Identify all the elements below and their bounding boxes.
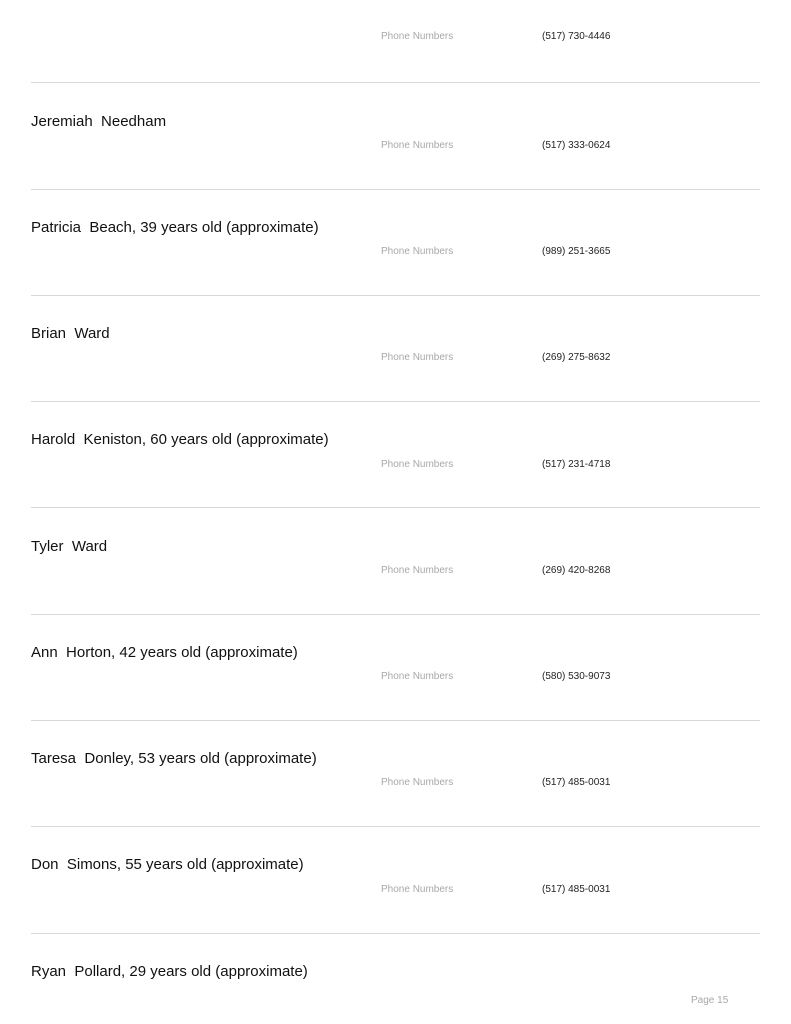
person-name: Don Simons, 55 years old (approximate) [31, 856, 304, 873]
phone-numbers-label: Phone Numbers [381, 671, 454, 682]
phone-number: (269) 420-8268 [542, 565, 611, 576]
phone-number: (517) 485-0031 [542, 777, 611, 788]
person-name: Taresa Donley, 53 years old (approximate) [31, 750, 317, 767]
record-divider [31, 295, 760, 296]
phone-number: (517) 730-4446 [542, 31, 611, 42]
phone-numbers-label: Phone Numbers [381, 459, 454, 470]
record-divider [31, 401, 760, 402]
phone-numbers-label: Phone Numbers [381, 31, 454, 42]
record-divider [31, 82, 760, 83]
phone-numbers-label: Phone Numbers [381, 884, 454, 895]
phone-numbers-label: Phone Numbers [381, 140, 454, 151]
page-number: Page 15 [691, 995, 729, 1006]
phone-numbers-label: Phone Numbers [381, 777, 454, 788]
phone-number: (989) 251-3665 [542, 246, 611, 257]
person-name: Jeremiah Needham [31, 113, 167, 130]
record-divider [31, 507, 760, 508]
record-divider [31, 826, 760, 827]
record-divider [31, 614, 760, 615]
record-divider [31, 189, 760, 190]
person-name: Harold Keniston, 60 years old (approximate) [31, 431, 329, 448]
record-divider [31, 720, 760, 721]
phone-number: (517) 485-0031 [542, 884, 611, 895]
person-name: Brian Ward [31, 325, 110, 342]
phone-number: (580) 530-9073 [542, 671, 611, 682]
phone-numbers-label: Phone Numbers [381, 565, 454, 576]
person-name: Ann Horton, 42 years old (approximate) [31, 644, 298, 661]
person-name: Patricia Beach, 39 years old (approximate) [31, 219, 319, 236]
phone-numbers-label: Phone Numbers [381, 352, 454, 363]
phone-number: (269) 275-8632 [542, 352, 611, 363]
person-name: Tyler Ward [31, 538, 108, 555]
phone-number: (517) 333-0624 [542, 140, 611, 151]
person-name: Ryan Pollard, 29 years old (approximate) [31, 963, 308, 980]
phone-numbers-label: Phone Numbers [381, 246, 454, 257]
phone-number: (517) 231-4718 [542, 459, 611, 470]
record-divider [31, 933, 760, 934]
